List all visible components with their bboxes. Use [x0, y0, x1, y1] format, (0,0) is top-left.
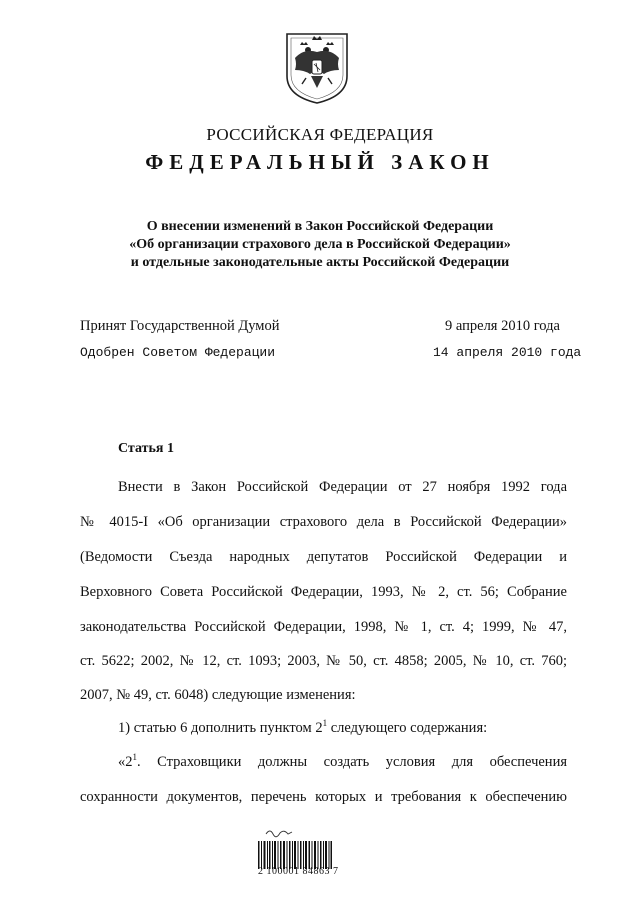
approved-by-council-label: Одобрен Советом Федерации [80, 345, 276, 360]
paragraph-line: ст. 5622; 2002, № 12, ст. 1093; 2003, № 50, ст. 4858; 2005, № 10, ст. 760; [80, 653, 567, 669]
adopted-date: 9 апреля 2010 года [445, 318, 560, 334]
amendment-item-1: 1) статью 6 дополнить пунктом $2^1$ следующего содержания: [118, 718, 488, 736]
approved-date: 14 апреля 2010 года [433, 345, 582, 360]
paragraph-line: Верховного Совета Российской Федерации, 1993, № 2, ст. 56; Собрание [80, 584, 567, 600]
paragraph-line: законодательства Российской Федерации, 1998, № 1, ст. 4; 1999, № 47, [80, 619, 567, 635]
barcode-number: 2 100001 84863 7 [258, 866, 339, 877]
law-title-line-2: «Об организации страхового дела в Российской Федерации» [129, 237, 511, 252]
paragraph-line: (Ведомости Съезда народных депутатов Российской Федерации и [80, 549, 567, 565]
amendment-quote-line: «$2^1$. Страховщики должны создать условия для обеспечения [118, 752, 567, 770]
country-name: РОССИЙСКАЯ ФЕДЕРАЦИЯ [206, 125, 434, 144]
adopted-by-duma-label: Принят Государственной Думой [80, 318, 280, 334]
handwritten-mark [264, 826, 294, 838]
law-title-line-3: и отдельные законодательные акты Российской Федерации [130, 255, 510, 270]
paragraph-line: 2007, № 49, ст. 6048) следующие изменения: [80, 687, 356, 703]
document-type: ФЕДЕРАЛЬНЫЙ ЗАКОН [145, 150, 495, 174]
paragraph-line: № 4015-I «Об организации страхового дела в Российской Федерации» [80, 514, 567, 530]
paragraph-line: сохранности документов, перечень которых и требования к обеспечению [80, 789, 567, 805]
paragraph-line: Внести в Закон Российской Федерации от 27 ноября 1992 года [118, 479, 567, 495]
state-emblem-icon [282, 30, 352, 106]
article-heading: Статья 1 [118, 441, 174, 456]
law-title-line-1: О внесении изменений в Закон Российской Федерации [146, 219, 494, 234]
